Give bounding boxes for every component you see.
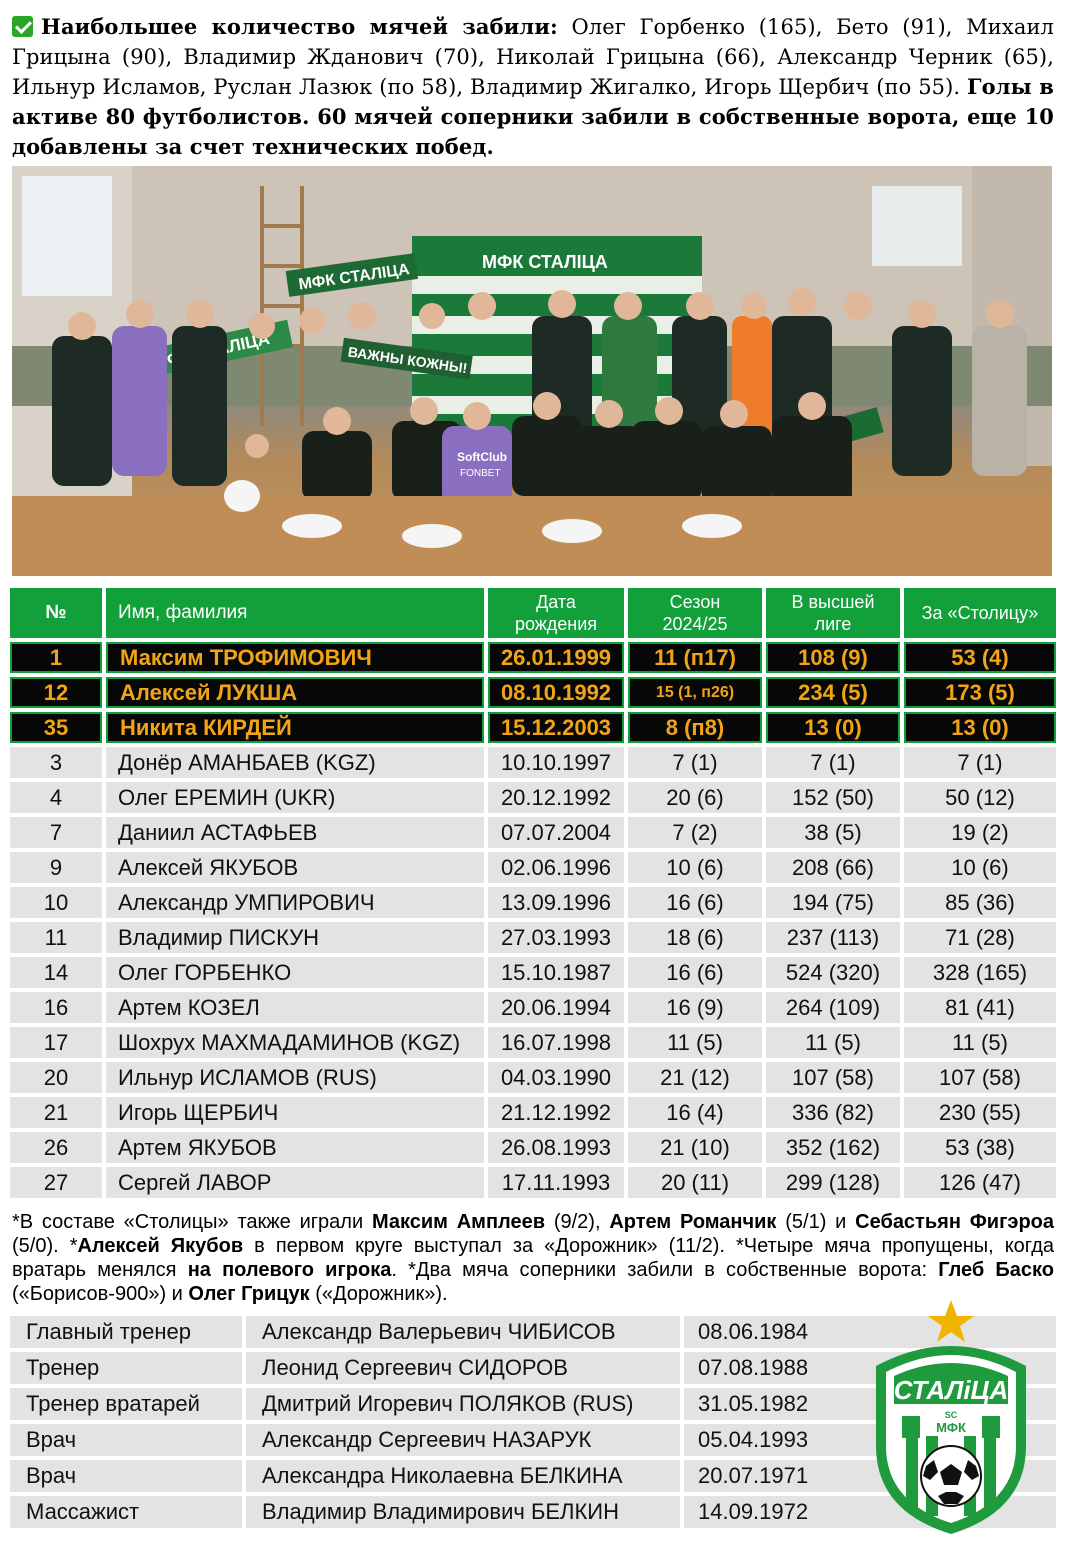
cell-season: 10 (6) (628, 852, 762, 883)
staff-dob: 07.08.1988 (684, 1352, 1056, 1384)
cell-season: 21 (12) (628, 1062, 762, 1093)
staff-role: Тренер (10, 1352, 242, 1384)
staff-dob: 08.06.1984 (684, 1316, 1056, 1348)
roster-table (10, 588, 1056, 1202)
intro-scorers: Олег Горбенко (165), Бето (91), Михаил Грицына (90), Владимир Жданович (70), Николай Грицына (66), Александр Черник (65), Ильнур Исламов, Руслан Лазюк (по 58), Владимир Жигалко, Игорь Щербич (по 55). (12, 15, 1054, 99)
staff-name: Леонид Сергеевич СИДОРОВ (246, 1352, 680, 1384)
cell-name: Даниил АСТАФЬЕВ (106, 817, 484, 848)
cell-number: 20 (10, 1062, 102, 1093)
cell-number: 35 (10, 712, 102, 743)
cell-number: 1 (10, 642, 102, 673)
cell-season: 8 (п8) (628, 712, 762, 743)
roster-header-row (10, 588, 1056, 642)
cell-number: 10 (10, 887, 102, 918)
cell-name: Алексей ЯКУБОВ (106, 852, 484, 883)
cell-number: 14 (10, 957, 102, 988)
cell-season: 16 (6) (628, 887, 762, 918)
cell-season: 16 (4) (628, 1097, 762, 1128)
cell-name: Олег ЕРЕМИН (UKR) (106, 782, 484, 813)
cell-club: 230 (55) (904, 1097, 1056, 1128)
cell-number: 17 (10, 1027, 102, 1058)
header-league: В высшей лиге (766, 588, 900, 638)
cell-number: 9 (10, 852, 102, 883)
cell-club: 11 (5) (904, 1027, 1056, 1058)
table-row (10, 922, 1056, 957)
table-row (10, 887, 1056, 922)
header-number: № (10, 588, 102, 638)
cell-name: Максим ТРОФИМОВИЧ (106, 642, 484, 673)
staff-name: Александр Сергеевич НАЗАРУК (246, 1424, 680, 1456)
cell-name: Сергей ЛАВОР (106, 1167, 484, 1198)
cell-league: 234 (5) (766, 677, 900, 708)
cell-club: 53 (4) (904, 642, 1056, 673)
cell-dob: 04.03.1990 (488, 1062, 624, 1093)
cell-club: 7 (1) (904, 747, 1056, 778)
photo-sponsor-2: FONBET (460, 468, 501, 479)
staff-role: Врач (10, 1424, 242, 1456)
cell-league: 107 (58) (766, 1062, 900, 1093)
table-row-goalkeeper (10, 642, 1056, 677)
cell-name: Никита КИРДЕЙ (106, 712, 484, 743)
cell-season: 20 (11) (628, 1167, 762, 1198)
header-season: Сезон 2024/25 (628, 588, 762, 638)
staff-role: Врач (10, 1460, 242, 1492)
cell-dob: 26.01.1999 (488, 642, 624, 673)
cell-league: 336 (82) (766, 1097, 900, 1128)
staff-role: Массажист (10, 1496, 242, 1528)
staff-name: Владимир Владимирович БЕЛКИН (246, 1496, 680, 1528)
cell-league: 299 (128) (766, 1167, 900, 1198)
cell-dob: 26.08.1993 (488, 1132, 624, 1163)
cell-number: 16 (10, 992, 102, 1023)
cell-dob: 20.06.1994 (488, 992, 624, 1023)
table-row (10, 782, 1056, 817)
cell-league: 194 (75) (766, 887, 900, 918)
logo-sc: SC (944, 1410, 958, 1420)
cell-club: 13 (0) (904, 712, 1056, 743)
table-row (10, 1132, 1056, 1167)
cell-league: 108 (9) (766, 642, 900, 673)
photo-scarf-2: СТАЛІЦА (194, 328, 272, 364)
cell-club: 71 (28) (904, 922, 1056, 953)
cell-league: 352 (162) (766, 1132, 900, 1163)
cell-dob: 13.09.1996 (488, 887, 624, 918)
footnotes: *В составе «Столицы» также играли Максим Амплеев (9/2), Артем Романчик (5/1) и Себастьян Фигэроа (5/0). *Алексей Якубов в первом круге выступал за «Дорожник» (11/2). *Четыре мяча пропущены, когда вратарь менялся на полевого игрока. *Два мяча соперники забили в собственные ворота: Глеб Баско («Борисов-900») и Олег Грицук («Дорожник»). (12, 1211, 1055, 1305)
team-photo (12, 166, 1052, 576)
cell-league: 38 (5) (766, 817, 900, 848)
staff-dob: 31.05.1982 (684, 1388, 1056, 1420)
cell-dob: 17.11.1993 (488, 1167, 624, 1198)
cell-dob: 20.12.1992 (488, 782, 624, 813)
photo-scarf-3: ВАЖНЫ КОЖНЫ! (346, 343, 469, 377)
check-icon (12, 16, 33, 37)
table-row (10, 747, 1056, 782)
cell-number: 3 (10, 747, 102, 778)
cell-name: Алексей ЛУКША (106, 677, 484, 708)
cell-dob: 15.12.2003 (488, 712, 624, 743)
cell-league: 7 (1) (766, 747, 900, 778)
cell-season: 20 (6) (628, 782, 762, 813)
cell-name: Шохрух МАХМАДАМИНОВ (KGZ) (106, 1027, 484, 1058)
staff-name: Дмитрий Игоревич ПОЛЯКОВ (RUS) (246, 1388, 680, 1420)
cell-club: 173 (5) (904, 677, 1056, 708)
cell-club: 81 (41) (904, 992, 1056, 1023)
logo-mfk: МФК (936, 1420, 966, 1435)
table-row (10, 1027, 1056, 1062)
photo-sponsor-1: SoftClub (457, 450, 507, 464)
staff-dob: 20.07.1971 (684, 1460, 1056, 1492)
cell-name: Артем КОЗЕЛ (106, 992, 484, 1023)
cell-name: Александр УМПИРОВИЧ (106, 887, 484, 918)
club-logo (866, 1296, 1036, 1536)
cell-number: 4 (10, 782, 102, 813)
intro-bold-lead: Наибольшее количество мячей забили: (41, 14, 558, 39)
table-row-goalkeeper (10, 677, 1056, 712)
cell-club: 85 (36) (904, 887, 1056, 918)
cell-season: 11 (п17) (628, 642, 762, 673)
cell-name: Донёр АМАНБАЕВ (KGZ) (106, 747, 484, 778)
cell-name: Артем ЯКУБОВ (106, 1132, 484, 1163)
table-row-goalkeeper (10, 712, 1056, 747)
photo-flag-text: МФК СТАЛІЦА (482, 252, 608, 272)
intro-bold-tail: Голы в активе 80 футболистов. 60 мячей соперники забили в собственные ворота, еще 10 добавлены за счет технических побед. (12, 74, 1054, 159)
staff-role: Главный тренер (10, 1316, 242, 1348)
cell-dob: 15.10.1987 (488, 957, 624, 988)
cell-name: Ильнур ИСЛАМОВ (RUS) (106, 1062, 484, 1093)
cell-name: Владимир ПИСКУН (106, 922, 484, 953)
cell-club: 10 (6) (904, 852, 1056, 883)
cell-number: 27 (10, 1167, 102, 1198)
cell-season: 15 (1, п26) (628, 677, 762, 708)
cell-number: 26 (10, 1132, 102, 1163)
cell-dob: 21.12.1992 (488, 1097, 624, 1128)
cell-dob: 27.03.1993 (488, 922, 624, 953)
cell-number: 11 (10, 922, 102, 953)
cell-season: 11 (5) (628, 1027, 762, 1058)
table-row (10, 1167, 1056, 1202)
cell-club: 50 (12) (904, 782, 1056, 813)
staff-role: Тренер вратарей (10, 1388, 242, 1420)
cell-club: 126 (47) (904, 1167, 1056, 1198)
cell-league: 11 (5) (766, 1027, 900, 1058)
staff-name: Александра Николаевна БЕЛКИНА (246, 1460, 680, 1492)
cell-club: 107 (58) (904, 1062, 1056, 1093)
intro-paragraph (12, 12, 1054, 162)
cell-league: 152 (50) (766, 782, 900, 813)
header-dob: Дата рождения (488, 588, 624, 638)
cell-league: 524 (320) (766, 957, 900, 988)
header-name: Имя, фамилия (106, 588, 484, 638)
cell-season: 7 (1) (628, 747, 762, 778)
photo-scarf-1: МФК СТАЛІЦА (297, 261, 411, 294)
table-row (10, 1097, 1056, 1132)
cell-number: 7 (10, 817, 102, 848)
cell-name: Игорь ЩЕРБИЧ (106, 1097, 484, 1128)
staff-dob: 05.04.1993 (684, 1424, 1056, 1456)
cell-season: 7 (2) (628, 817, 762, 848)
cell-season: 21 (10) (628, 1132, 762, 1163)
staff-name: Александр Валерьевич ЧИБИСОВ (246, 1316, 680, 1348)
cell-club: 19 (2) (904, 817, 1056, 848)
cell-dob: 02.06.1996 (488, 852, 624, 883)
table-row (10, 817, 1056, 852)
cell-league: 237 (113) (766, 922, 900, 953)
cell-club: 328 (165) (904, 957, 1056, 988)
table-row (10, 852, 1056, 887)
table-row (10, 1062, 1056, 1097)
cell-number: 21 (10, 1097, 102, 1128)
cell-dob: 10.10.1997 (488, 747, 624, 778)
header-club: За «Столицу» (904, 588, 1056, 638)
logo-wordmark: СТАЛіЦА (893, 1375, 1009, 1405)
cell-dob: 07.07.2004 (488, 817, 624, 848)
cell-season: 18 (6) (628, 922, 762, 953)
cell-club: 53 (38) (904, 1132, 1056, 1163)
table-row (10, 957, 1056, 992)
cell-dob: 08.10.1992 (488, 677, 624, 708)
cell-league: 13 (0) (766, 712, 900, 743)
cell-name: Олег ГОРБЕНКО (106, 957, 484, 988)
cell-season: 16 (6) (628, 957, 762, 988)
table-row (10, 992, 1056, 1027)
cell-dob: 16.07.1998 (488, 1027, 624, 1058)
star-icon (928, 1300, 974, 1342)
staff-dob: 14.09.1972 (684, 1496, 1056, 1528)
cell-league: 208 (66) (766, 852, 900, 883)
cell-season: 16 (9) (628, 992, 762, 1023)
cell-number: 12 (10, 677, 102, 708)
cell-league: 264 (109) (766, 992, 900, 1023)
